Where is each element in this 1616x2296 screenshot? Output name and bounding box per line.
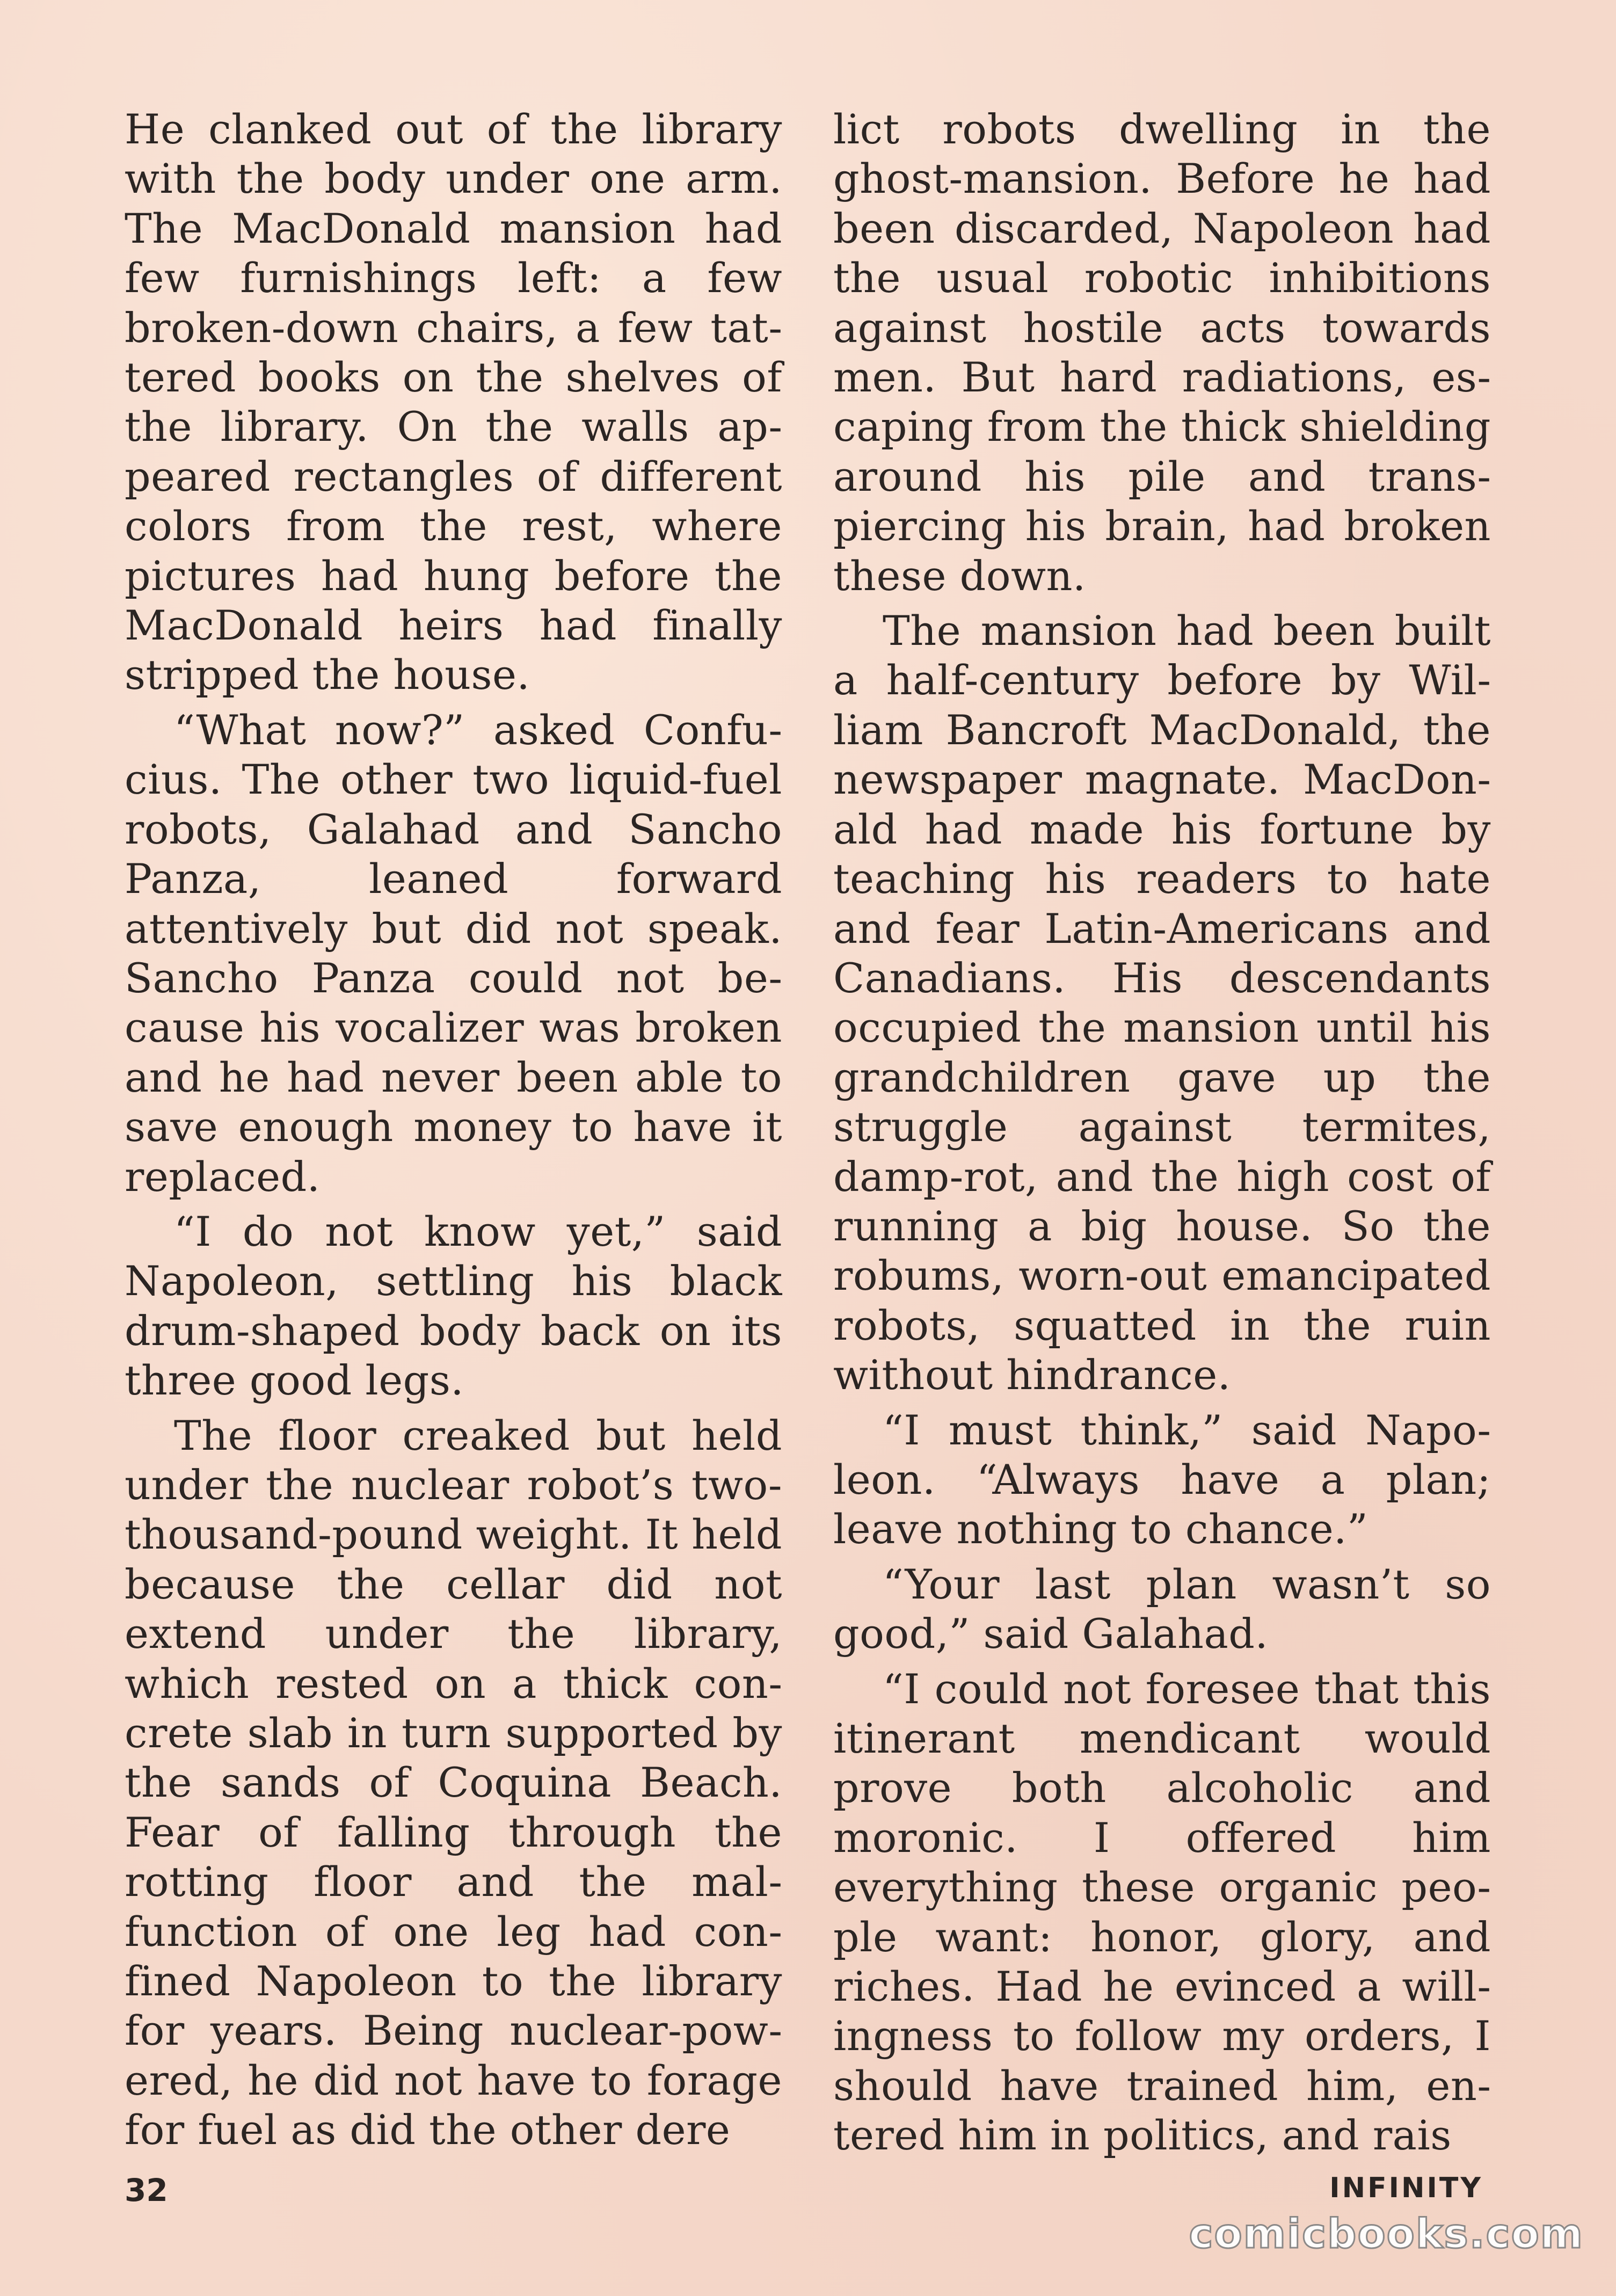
paragraph: “Your last plan wasn’t so good,” said Galahad. bbox=[833, 1560, 1491, 1658]
paragraph: The floor creaked but held under the nuclear robot’s two-thousand-pound weight. It held because the cellar did not extend under the library, which rested on a thick concrete slab in turn supported by the sands of Coquina Beach. Fear of falling through the rotting floor and the malfunction of one leg had confined Napoleon to the library for years. Being nuclear-powered, he did not have to forage for fuel as did the other dere bbox=[125, 1411, 782, 2154]
paragraph: “I must think,” said Napoleon. “Always have a plan; leave nothing to chance.” bbox=[833, 1406, 1491, 1553]
page-number: 32 bbox=[125, 2172, 168, 2208]
paragraph: “I do not know yet,” said Napoleon, settling his black drum-shaped body back on its three good legs. bbox=[125, 1207, 782, 1405]
magazine-title: INFINITY bbox=[1329, 2172, 1483, 2204]
paragraph: The mansion had been built a half-century before by William Bancroft MacDonald, the newspaper magnate. MacDonald had made his fortune by teaching his readers to hate and fear Latin-Americans and Canadians. His descendants occupied the mansion until his grandchildren gave up the struggle against termites, damp-rot, and the high cost of running a big house. So the robums, worn-out emancipated robots, squatted in the ruin without hindrance. bbox=[833, 607, 1491, 1399]
right-text-column bbox=[833, 105, 1491, 2166]
paragraph: He clanked out of the library with the body under one arm. The MacDonald mansion had few furnishings left: a few broken-down chairs, a few tattered books on the shelves of the library. On the walls appeared rectangles of different colors from the rest, where pictures had hung before the MacDonald heirs had finally stripped the house. bbox=[125, 105, 782, 699]
paragraph: “What now?” asked Confucius. The other two liquid-fuel robots, Galahad and Sancho Panza, leaned forward attentively but did not speak. Sancho Panza could not because his vocalizer was broken and he had never been able to save enough money to have it replaced. bbox=[125, 706, 782, 1201]
site-watermark: comicbooks.com bbox=[1189, 2210, 1584, 2257]
left-text-column bbox=[125, 105, 782, 2161]
paragraph: lict robots dwelling in the ghost-mansion. Before he had been discarded, Napoleon had the usual robotic inhibitions against hostile acts towards men. But hard radiations, escaping from the thick shielding around his pile and transpiercing his brain, had broken these down. bbox=[833, 105, 1491, 600]
paragraph: “I could not foresee that this itinerant mendicant would prove both alcoholic and moronic. I offered him everything these organic people want: honor, glory, and riches. Had he evinced a willingness to follow my orders, I should have trained him, entered him in politics, and rais bbox=[833, 1665, 1491, 2160]
